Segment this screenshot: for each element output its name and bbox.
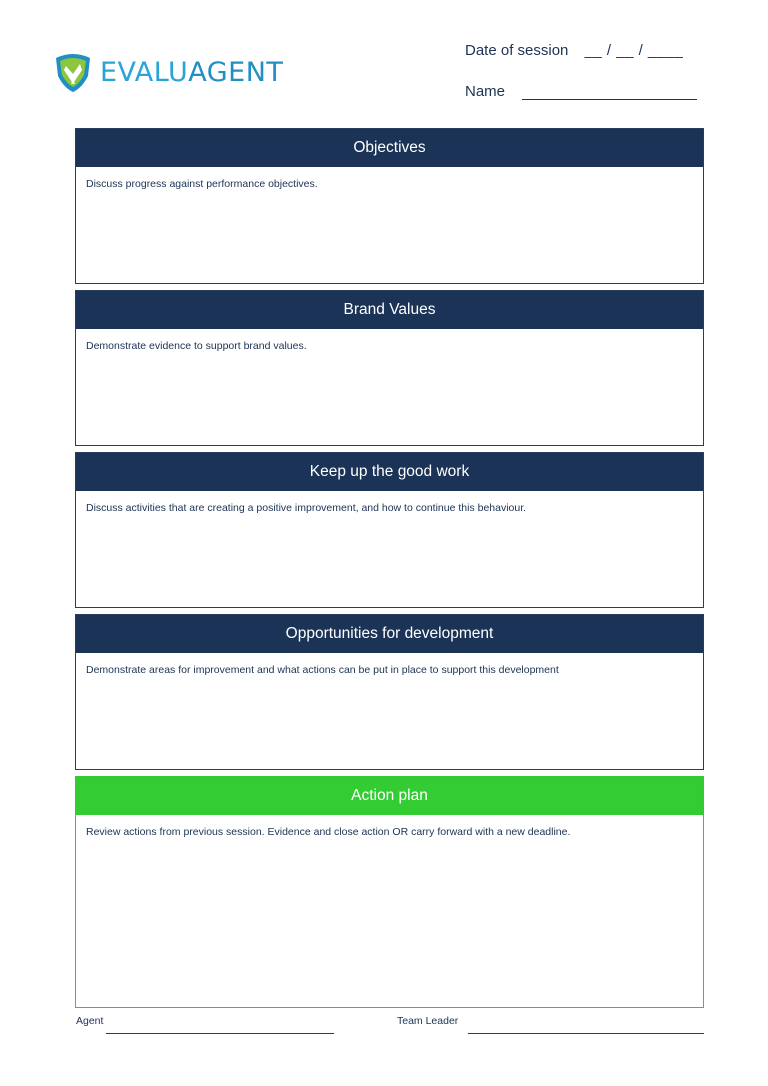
name-field[interactable] bbox=[522, 99, 697, 100]
team-leader-label: Team Leader bbox=[397, 1015, 459, 1027]
date-of-session bbox=[465, 42, 683, 59]
section-text: Demonstrate evidence to support brand values. bbox=[86, 340, 307, 352]
section-title: Objectives bbox=[76, 129, 703, 167]
section-objectives bbox=[75, 128, 704, 284]
agent-label: Agent bbox=[76, 1015, 104, 1027]
section-text: Review actions from previous session. Evidence and close action OR carry forward with a new deadline. bbox=[86, 826, 571, 838]
name-row bbox=[465, 83, 505, 100]
section-opportunities-for-development bbox=[75, 614, 704, 770]
section-text: Discuss progress against performance objectives. bbox=[86, 178, 318, 190]
section-text: Discuss activities that are creating a positive improvement, and how to continue this behaviour. bbox=[86, 502, 527, 514]
section-brand-values bbox=[75, 290, 704, 446]
logo-wordmark: EVALUAGENT bbox=[100, 56, 284, 88]
evaluagent-shield-icon bbox=[52, 50, 94, 94]
name-label: Name bbox=[465, 83, 506, 100]
date-of-session-field[interactable]: __ / __ / ____ bbox=[584, 42, 684, 59]
section-title: Opportunities for development bbox=[76, 615, 703, 653]
date-of-session-label: Date of session bbox=[465, 42, 569, 59]
agent-signature-line[interactable] bbox=[106, 1033, 334, 1034]
team-leader-signature-line[interactable] bbox=[468, 1033, 704, 1034]
section-title: Keep up the good work bbox=[76, 453, 703, 491]
section-title: Action plan bbox=[76, 777, 703, 815]
section-text: Demonstrate areas for improvement and what actions can be put in place to support this development bbox=[86, 664, 559, 676]
evaluagent-logo bbox=[52, 50, 283, 94]
section-action-plan bbox=[75, 776, 704, 1008]
section-keep-up-the-good-work bbox=[75, 452, 704, 608]
section-title: Brand Values bbox=[76, 291, 703, 329]
